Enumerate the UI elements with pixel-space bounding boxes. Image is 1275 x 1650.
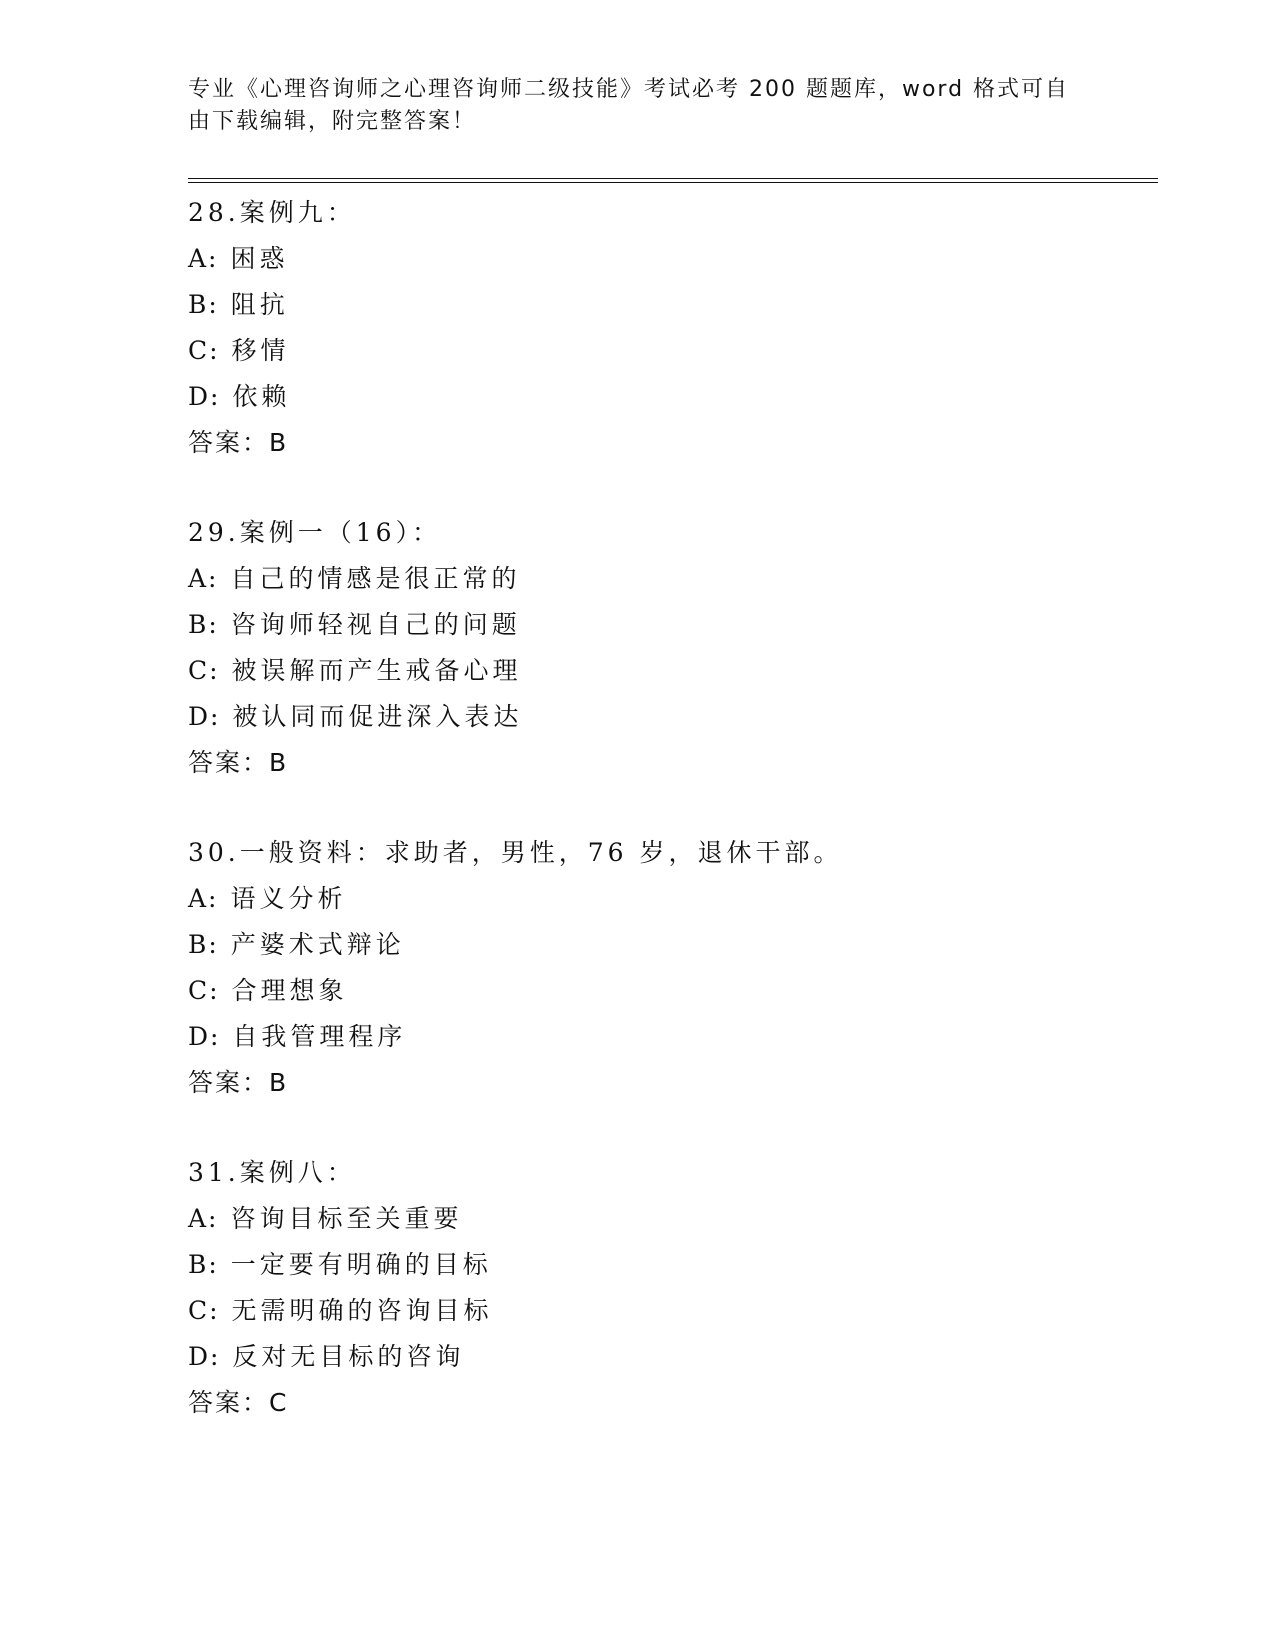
option-letter: D: (188, 382, 221, 411)
option-b (188, 282, 1158, 328)
answer-line: 答案：C (188, 1388, 289, 1417)
option-d (188, 694, 1158, 740)
question-31 (188, 1150, 1158, 1426)
question-stem: 28.案例九： (188, 198, 356, 227)
option-letter: A: (188, 1204, 219, 1233)
answer-line: 答案：B (188, 1068, 289, 1097)
header-line-2: 由下载编辑，附完整答案！ (188, 109, 477, 134)
option-text: 合理想象 (231, 976, 348, 1005)
option-letter: A: (188, 244, 219, 273)
question-list (188, 190, 1158, 1470)
option-a (188, 876, 1158, 922)
question-stem: 29.案例一（16）： (188, 518, 442, 547)
option-d (188, 1334, 1158, 1380)
question-28 (188, 190, 1158, 466)
document-header (188, 74, 1088, 138)
option-text: 困惑 (230, 244, 289, 273)
option-text: 自我管理程序 (232, 1022, 407, 1051)
option-c (188, 968, 1158, 1014)
option-text: 依赖 (232, 382, 291, 411)
header-line-1: 专业《心理咨询师之心理咨询师二级技能》考试必考 200 题题库，word 格式可自 (188, 77, 1070, 102)
option-letter: A: (188, 564, 219, 593)
option-text: 一定要有明确的目标 (230, 1250, 492, 1279)
option-letter: C: (188, 336, 220, 365)
option-letter: C: (188, 656, 220, 685)
option-letter: D: (188, 1022, 221, 1051)
option-letter: A: (188, 884, 219, 913)
option-c (188, 648, 1158, 694)
option-a (188, 236, 1158, 282)
option-b (188, 602, 1158, 648)
question-29 (188, 510, 1158, 786)
option-text: 反对无目标的咨询 (232, 1342, 465, 1371)
option-a (188, 556, 1158, 602)
header-divider-top (188, 178, 1158, 179)
option-text: 咨询师轻视自己的问题 (230, 610, 521, 639)
option-text: 语义分析 (230, 884, 347, 913)
option-text: 产婆术式辩论 (230, 930, 405, 959)
option-letter: B: (188, 930, 219, 959)
question-30 (188, 830, 1158, 1106)
option-text: 阻抗 (230, 290, 289, 319)
answer-line: 答案：B (188, 428, 289, 457)
option-letter: B: (188, 610, 219, 639)
option-c (188, 1288, 1158, 1334)
answer-line: 答案：B (188, 748, 289, 777)
option-b (188, 1242, 1158, 1288)
option-b (188, 922, 1158, 968)
option-text: 咨询目标至关重要 (230, 1204, 463, 1233)
option-letter: D: (188, 1342, 221, 1371)
option-a (188, 1196, 1158, 1242)
option-text: 无需明确的咨询目标 (231, 1296, 493, 1325)
option-text: 移情 (231, 336, 290, 365)
option-c (188, 328, 1158, 374)
option-text: 自己的情感是很正常的 (230, 564, 521, 593)
option-text: 被认同而促进深入表达 (232, 702, 523, 731)
option-text: 被误解而产生戒备心理 (231, 656, 522, 685)
option-letter: B: (188, 290, 219, 319)
question-stem: 31.案例八： (188, 1158, 356, 1187)
option-d (188, 374, 1158, 420)
question-stem: 30.一般资料：求助者，男性，76 岁，退休干部。 (188, 838, 843, 867)
option-letter: C: (188, 1296, 220, 1325)
option-letter: C: (188, 976, 220, 1005)
header-divider-bottom (188, 182, 1158, 183)
option-d (188, 1014, 1158, 1060)
option-letter: B: (188, 1250, 219, 1279)
option-letter: D: (188, 702, 221, 731)
